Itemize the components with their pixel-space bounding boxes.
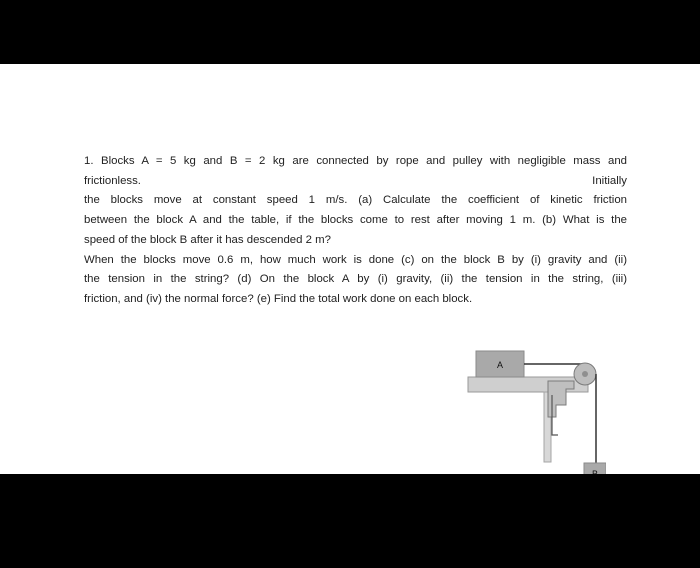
problem-line-5: speed of the block B after it has descended 2 m? [84,233,331,246]
problem-line-6: When the blocks move 0.6 m, how much work is done (c) on the block B by (i) gravity and (ii) [84,253,627,266]
problem-line-8: friction, and (iv) the normal force? (e) Find the total work done on each block. [84,292,473,305]
block-a-label: A [496,360,504,370]
top-black-bar [0,0,700,64]
pulley-axle [582,371,588,377]
problem-line-2 [84,172,627,192]
problem-line-4: between the block A and the table, if the blocks come to rest after moving 1 m. (b) What is the [84,214,627,227]
problem-text [84,152,627,310]
bottom-black-bar [0,474,700,568]
problem-line-3: the blocks move at constant speed 1 m/s. (a) Calculate the coefficient of kinetic friction [84,194,627,207]
problem-line-7: the tension in the string? (d) On the block A by (i) gravity, (ii) the tension in the string, (iii) [84,273,627,286]
problem-line-1: 1. Blocks A = 5 kg and B = 2 kg are connected by rope and pulley with negligible mass and [84,155,627,167]
document-page [0,64,700,474]
problem-line-2-left: frictionless. [84,174,141,187]
problem-line-2-right: Initially [592,174,627,187]
